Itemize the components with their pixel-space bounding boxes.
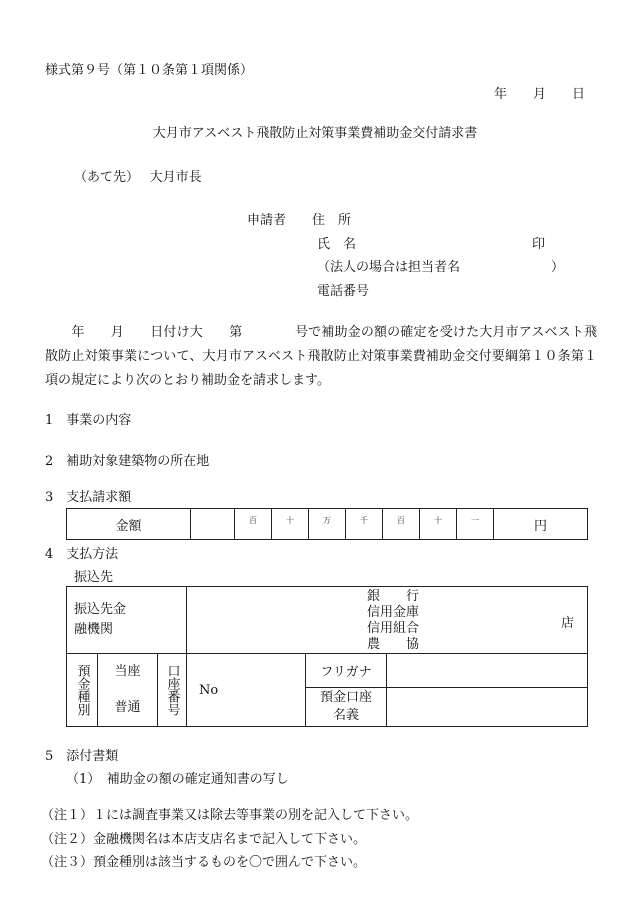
account-holder-input-cell[interactable] <box>387 688 588 727</box>
amount-table <box>66 508 588 540</box>
seal-mark: 印 <box>532 237 546 252</box>
date-line: 年 月 日 <box>494 87 586 102</box>
note-2: （注２）金融機関名は本店支店名まで記入して下さい。 <box>41 832 367 847</box>
amount-digit-hundred[interactable]: 百 <box>383 509 420 540</box>
document-title: 大月市アスベスト飛散防止対策事業費補助金交付請求書 <box>152 126 478 141</box>
account-number-label-cell <box>158 654 187 727</box>
amount-digit-thousand[interactable]: 千 <box>346 509 383 540</box>
address-label: 住 所 <box>312 213 352 228</box>
amount-digit-hundred-million[interactable]: 百 <box>235 509 272 540</box>
institution-label-cell: 振込先金 融機関 <box>67 587 187 654</box>
furigana-label-cell: フリガナ <box>306 654 387 688</box>
applicant-label: 申請者 <box>247 213 287 228</box>
amount-digit-ten-million[interactable]: 十 <box>272 509 309 540</box>
amount-digit-ten[interactable]: 十 <box>420 509 457 540</box>
section-2-heading: 2 補助対象建築物の所在地 <box>45 454 210 469</box>
amount-digit-ten-thousand[interactable]: 万 <box>309 509 346 540</box>
section-4-heading: 4 支払方法 <box>45 547 119 562</box>
account-holder-label-cell: 預金口座 名義 <box>306 688 387 727</box>
furigana-input-cell[interactable] <box>387 654 588 688</box>
amount-unit-cell: 円 <box>494 509 588 540</box>
phone-label: 電話番号 <box>317 284 370 299</box>
transfer-destination-label: 振込先 <box>74 570 114 585</box>
note-3: （注３）預金種別は該当するものを〇で囲んで下さい。 <box>41 855 367 870</box>
amount-label-cell: 金額 <box>67 509 191 540</box>
addressee: （あて先） 大月市長 <box>74 170 202 185</box>
section-3-heading: 3 支払請求額 <box>45 490 132 505</box>
bank-table <box>66 586 588 727</box>
deposit-type-ordinary[interactable]: 普通 <box>114 700 141 715</box>
institution-input-cell[interactable] <box>187 587 588 654</box>
deposit-type-label: 預金種別 <box>74 664 90 716</box>
deposit-type-label-cell <box>67 654 98 727</box>
amount-blank-cell[interactable] <box>191 509 235 540</box>
institution-type-credit-union: 信用組合 <box>367 621 420 636</box>
institution-type-agri-coop: 農 協 <box>367 637 420 652</box>
deposit-type-current[interactable]: 当座 <box>114 664 141 679</box>
account-number-cell[interactable] <box>187 654 306 727</box>
institution-type-bank: 銀 行 <box>367 589 420 604</box>
request-paragraph: 年 月 日付け大 第 号で補助金の額の確定を受けた大月市アスベスト飛散防止対策事業について、大月市アスベスト飛散防止対策事業費補助金交付要綱第１０条第１項の規定により次のとおり補助金を請求します。 <box>45 325 597 388</box>
amount-digit-one[interactable]: 一 <box>457 509 494 540</box>
section-5-heading: 5 添付書類 <box>45 749 119 764</box>
note-1: （注１）１には調査事業又は除去等事業の別を記入して下さい。 <box>41 808 419 823</box>
account-number-label: 口座番号 <box>164 664 180 716</box>
name-label: 氏 名 <box>317 237 357 252</box>
account-number-prefix: No <box>199 682 219 698</box>
section-1-heading: 1 事業の内容 <box>45 413 132 428</box>
corporation-note: （法人の場合は担当者名 ） <box>317 260 565 275</box>
institution-type-list <box>367 589 419 653</box>
deposit-type-options[interactable] <box>98 654 158 727</box>
form-number: 様式第９号（第１０条第１項関係） <box>45 63 254 78</box>
institution-type-credit-bank: 信用金庫 <box>367 605 420 620</box>
attachment-item-1: （1） 補助金の額の確定通知書の写し <box>66 772 289 787</box>
branch-label: 店 <box>560 616 574 631</box>
